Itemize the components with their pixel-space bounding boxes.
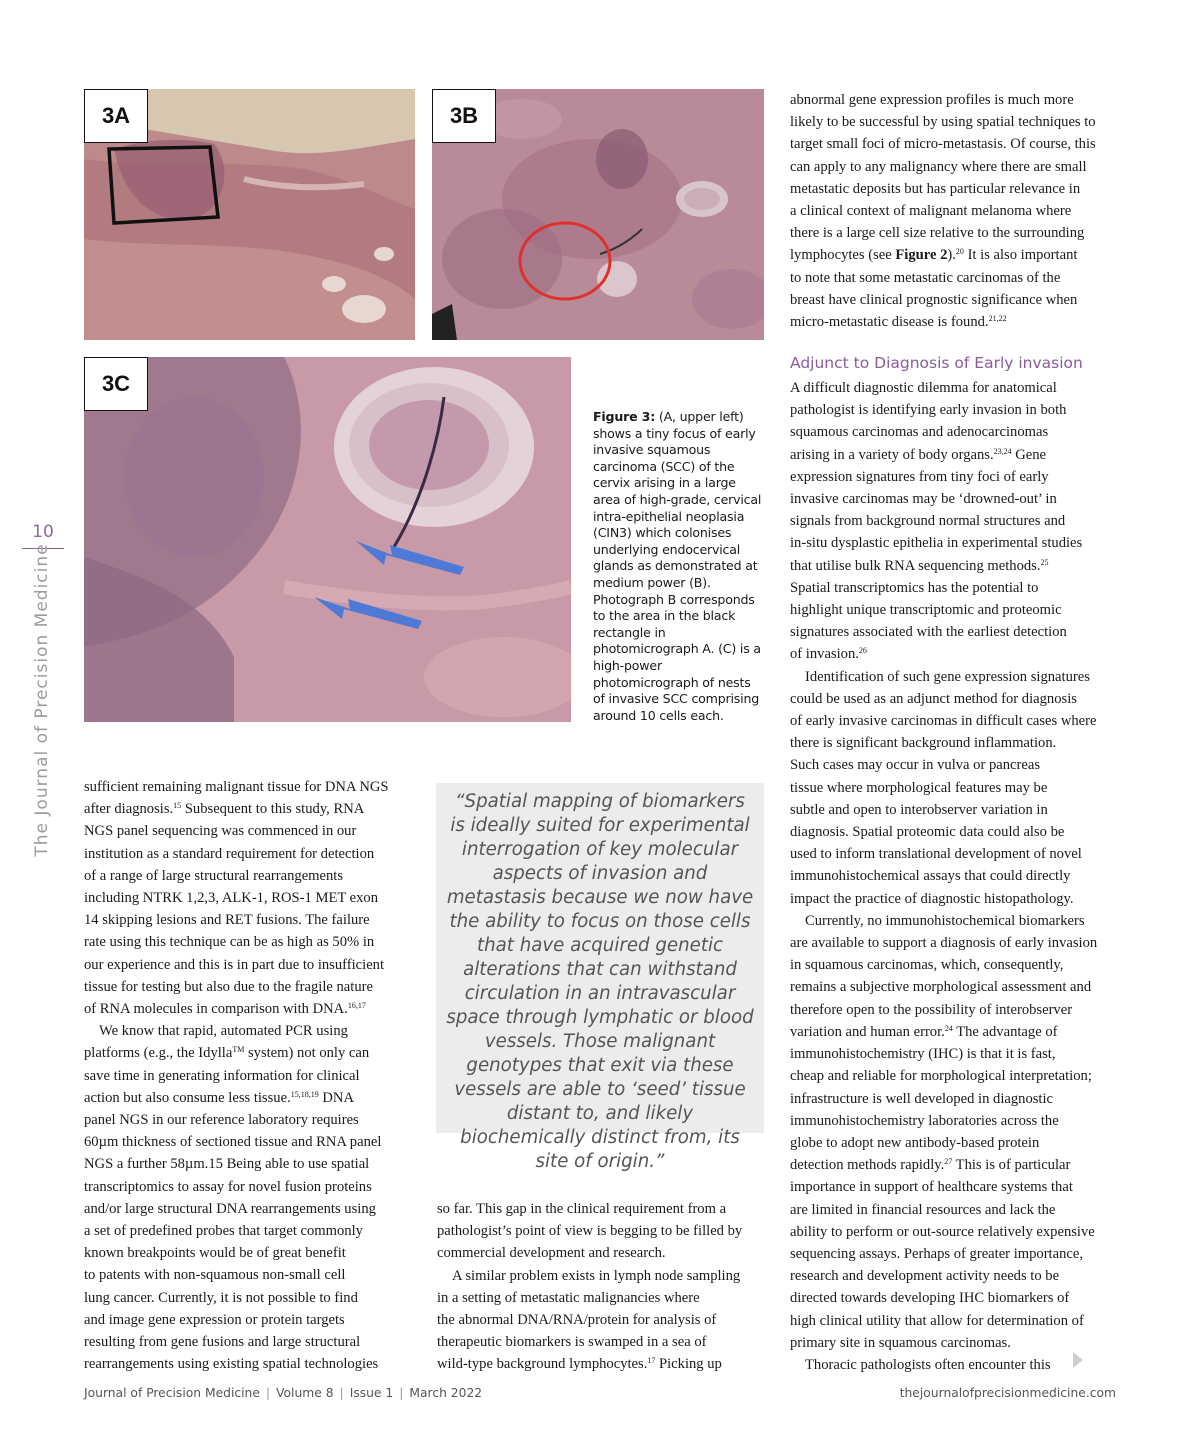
citation: 17 — [647, 1356, 656, 1366]
text-line: abnormal gene expression profiles is much more — [790, 92, 1074, 108]
text-fragment: of invasion. — [790, 646, 859, 663]
text-line: tissue where morphological features may be — [790, 779, 1048, 796]
text-line — [790, 1154, 1120, 1176]
text-line: are limited in financial resources and lack the — [790, 1201, 1056, 1218]
text-line: resulting from gene fusions and large structural — [84, 1334, 361, 1351]
text-line: breast have clinical prognostic significance when — [790, 291, 1078, 308]
text-fragment: of RNA molecules in comparison with DNA. — [84, 1001, 348, 1018]
right-column — [790, 377, 1120, 1376]
text-line: infrastructure is well developed in diagnostic — [790, 1090, 1054, 1107]
text-line: to note that some metastatic carcinomas of the — [790, 269, 1061, 286]
text-line: pathologist is identifying early invasion in both — [790, 402, 1067, 419]
figure-3a-label: 3A — [84, 89, 148, 143]
text-fragment: arising in a variety of body organs. — [790, 446, 994, 463]
text-fragment: The advantage of — [952, 1023, 1058, 1040]
text-line: A similar problem exists in lymph node sampling — [452, 1267, 741, 1284]
text-fragment: variation and human error. — [790, 1023, 945, 1040]
text-fragment: Subsequent to this study, RNA — [181, 801, 365, 818]
text-fragment: lymphocytes (see — [790, 247, 896, 264]
text-line: NGS panel sequencing was commenced in our — [84, 823, 357, 840]
text-line: therefore open to the possibility of interobserver — [790, 1001, 1073, 1018]
text-line: of early invasive carcinomas in difficult cases where — [790, 713, 1097, 730]
figure-reference: Figure 2 — [895, 247, 948, 264]
text-line: primary site in squamous carcinomas. — [790, 1334, 1011, 1351]
footer-issue: Issue 1 — [349, 1386, 394, 1400]
text-line: NGS a further 58µm.15 Being able to use spatial — [84, 1156, 370, 1173]
middle-column — [437, 1198, 767, 1376]
text-line: immunohistochemical assays that could directly — [790, 868, 1071, 885]
text-line: research and development activity needs to be — [790, 1268, 1060, 1285]
footer-separator: | — [265, 1386, 271, 1400]
text-fragment: wild-type background lymphocytes. — [437, 1356, 648, 1373]
footer-journal: Journal of Precision Medicine — [84, 1386, 260, 1400]
citation: 25 — [1040, 557, 1049, 567]
text-line: sequencing assays. Perhaps of greater importance, — [790, 1245, 1083, 1262]
figure-caption-label: Figure 3: — [593, 409, 656, 424]
text-line — [790, 444, 1120, 466]
text-line: and image gene expression or protein targets — [84, 1311, 345, 1328]
text-line — [790, 311, 1120, 333]
text-line: Thoracic pathologists often encounter this — [805, 1356, 1051, 1373]
text-line: therapeutic biomarkers is swamped in a sea of — [437, 1334, 707, 1351]
text-line: signatures associated with the earliest detection — [790, 624, 1067, 641]
text-line — [84, 798, 414, 820]
footer-separator: | — [339, 1386, 344, 1400]
text-line: diagnosis. Spatial proteomic data could also be — [790, 824, 1065, 841]
text-line: importance in support of healthcare systems that — [790, 1179, 1073, 1196]
figure-caption — [593, 409, 763, 724]
text-line: tissue for testing but also due to the fragile nature — [84, 978, 373, 995]
footer-date: March 2022 — [409, 1386, 483, 1400]
text-line: Currently, no immunohistochemical biomarkers — [805, 912, 1085, 929]
text-line — [84, 1042, 414, 1064]
text-line — [790, 643, 1120, 665]
citation: 24 — [944, 1023, 953, 1033]
text-line: remains a subjective morphological assessment and — [790, 979, 1092, 996]
page-number: 10 — [32, 522, 54, 542]
text-line: subtle and open to interobserver variation in — [790, 801, 1048, 818]
text-line: impact the practice of diagnostic histopathology. — [790, 890, 1074, 907]
text-line: Spatial transcriptomics has the potential to — [790, 579, 1039, 596]
text-line — [790, 555, 1120, 577]
footer-volume: Volume 8 — [276, 1386, 334, 1400]
text-line: save time in generating information for clinical — [84, 1067, 360, 1084]
text-line — [437, 1353, 767, 1375]
text-fragment: action but also consume less tissue. — [84, 1089, 291, 1106]
text-line: sufficient remaining malignant tissue for DNA NGS — [84, 779, 389, 795]
text-line: immunohistochemistry (IHC) is that it is fast, — [790, 1046, 1056, 1063]
text-line: to patents with non-squamous non-small cell — [84, 1267, 346, 1284]
citation: 23,24 — [993, 446, 1012, 456]
citation: 20 — [955, 247, 964, 257]
journal-vertical-title: The Journal of Precision Medicine — [32, 543, 52, 857]
text-line: commercial development and research. — [437, 1245, 666, 1262]
text-fragment: platforms (e.g., the Idylla — [84, 1045, 233, 1062]
text-line: there is a large cell size relative to the surrounding — [790, 225, 1085, 242]
text-fragment: DNA — [318, 1089, 354, 1106]
text-fragment: micro-metastatic disease is found. — [790, 314, 989, 331]
text-line: there is significant background inflammation. — [790, 735, 1057, 752]
figure-3c-image — [84, 357, 571, 722]
citation: 16,17 — [347, 1001, 366, 1011]
text-line: highlight unique transcriptomic and proteomic — [790, 602, 1062, 619]
footer-website[interactable]: thejournalofprecisionmedicine.com — [899, 1386, 1116, 1400]
text-line: lung cancer. Currently, it is not possible to find — [84, 1289, 358, 1306]
text-line: rearrangements using existing spatial technologies — [84, 1356, 379, 1373]
left-column — [84, 776, 414, 1375]
figure-3b-micrograph — [432, 89, 764, 340]
figure-caption-text: (A, upper left) shows a tiny focus of early invasive squamous carcinoma (SCC) of the cervix arising in a large area of high-grade, cervical intra-epithelial neoplasia (CIN3) which colonises underlying endocervical glands as demonstrated at medium power (B). Photograph B corresponds to the area in the black rectangle in photomicrograph A. (C) is a high-power photomicrograph of nests of invasive SCC comprising around 10 cells each. — [593, 409, 762, 723]
text-line: used to inform translational development of novel — [790, 846, 1082, 863]
text-line: 14 skipping lesions and RET fusions. The failure — [84, 912, 370, 929]
citation: 15,18,19 — [290, 1089, 319, 1099]
citation: 27 — [944, 1157, 953, 1167]
pull-quote-box — [436, 783, 764, 1172]
text-fragment: that utilise bulk RNA sequencing methods. — [790, 557, 1041, 574]
text-line: the abnormal DNA/RNA/protein for analysis of — [437, 1312, 717, 1329]
text-line: expression signatures from tiny foci of early — [790, 468, 1049, 485]
text-fragment: ). — [947, 247, 956, 264]
text-line: metastatic deposits but has particular relevance in — [790, 180, 1081, 197]
continue-arrow-icon — [1073, 1352, 1083, 1368]
text-fragment: Picking up — [655, 1356, 722, 1373]
text-line: in a setting of metastatic malignancies where — [437, 1289, 700, 1306]
text-line: and/or large structural DNA rearrangements using — [84, 1200, 376, 1217]
right-column-top — [790, 89, 1120, 333]
text-fragment: It is also important — [963, 247, 1078, 264]
text-line: including NTRK 1,2,3, ALK-1, ROS-1 MET exon — [84, 890, 379, 907]
text-line: so far. This gap in the clinical requirement from a — [437, 1201, 727, 1217]
text-line: in squamous carcinomas, which, consequently, — [790, 957, 1064, 974]
text-line — [790, 1021, 1120, 1043]
text-line: cheap and reliable for morphological interpretation; — [790, 1068, 1092, 1085]
text-line: 60µm thickness of sectioned tissue and RNA panel — [84, 1134, 382, 1151]
text-line: rate using this technique can be as high as 50% in — [84, 934, 375, 951]
footer-citation — [84, 1386, 482, 1400]
text-line: likely to be successful by using spatial techniques to — [790, 114, 1096, 131]
text-line: a clinical context of malignant melanoma where — [790, 203, 1072, 220]
text-line: can apply to any malignancy where there are small — [790, 158, 1087, 175]
text-line: a set of predefined probes that target commonly — [84, 1223, 363, 1240]
text-line: squamous carcinomas and adenocarcinomas — [790, 424, 1049, 441]
footer-separator: | — [399, 1386, 404, 1400]
text-line: transcriptomics to assay for novel fusion proteins — [84, 1178, 372, 1195]
text-line: of a range of large structural rearrangements — [84, 867, 344, 884]
text-line: known breakpoints would be of great benefit — [84, 1245, 346, 1262]
text-line: are available to support a diagnosis of early invasion — [790, 935, 1098, 952]
text-line: directed towards developing IHC biomarkers of — [790, 1290, 1070, 1307]
text-line: in-situ dysplastic epithelia in experimental studies — [790, 535, 1083, 552]
citation: 15 — [173, 801, 182, 811]
text-fragment: system) not only can — [244, 1045, 370, 1062]
figure-3c-label: 3C — [84, 357, 148, 411]
text-fragment: This is of particular — [952, 1157, 1071, 1174]
trademark: TM — [232, 1045, 245, 1055]
text-line: ability to perform or out-source relatively expensive — [790, 1223, 1095, 1240]
text-fragment: detection methods rapidly. — [790, 1157, 945, 1174]
text-fragment: after diagnosis. — [84, 801, 174, 818]
figure-3a-micrograph — [84, 89, 415, 340]
citation: 26 — [858, 646, 867, 656]
text-line: signals from background normal structures and — [790, 513, 1066, 530]
text-line: high clinical utility that allow for determination of — [790, 1312, 1084, 1329]
text-line: Such cases may occur in vulva or pancreas — [790, 757, 1041, 774]
text-line: our experience and this is in part due to insufficient — [84, 956, 385, 973]
text-line — [84, 998, 414, 1020]
text-line: pathologist’s point of view is begging to be filled by — [437, 1223, 743, 1240]
section-heading: Adjunct to Diagnosis of Early invasion — [790, 354, 1083, 372]
figure-3c-micrograph — [84, 357, 571, 722]
text-line: panel NGS in our reference laboratory requires — [84, 1112, 359, 1129]
text-line: Identification of such gene expression signatures — [805, 668, 1090, 685]
text-line: globe to adopt new antibody-based protein — [790, 1134, 1040, 1151]
text-fragment: Gene — [1011, 446, 1047, 463]
citation: 21,22 — [988, 314, 1007, 324]
text-line — [84, 1087, 414, 1109]
text-line: institution as a standard requirement for detection — [84, 845, 375, 862]
text-line: target small foci of micro-metastasis. Of course, this — [790, 136, 1096, 153]
text-line: could be used as an adjunct method for diagnosis — [790, 690, 1077, 707]
text-line — [790, 244, 1120, 266]
figure-3b-label: 3B — [432, 89, 496, 143]
text-line: immunohistochemistry laboratories across the — [790, 1112, 1059, 1129]
pull-quote-text: “Spatial mapping of biomarkers is ideally suited for experimental interrogation of key molecular aspects of invasion and metastasis because we now have the ability to focus on those cells that have acquired genetic alterations that can withstand circulation in an intravascular space through lymphatic or blood vessels. Those malignant genotypes that exit via these vessels are able to ‘seed’ tissue distant to, and likely biochemically distinct from, its site of origin.” — [446, 791, 754, 1172]
text-line: We know that rapid, automated PCR using — [99, 1023, 348, 1040]
text-line: invasive carcinomas may be ‘drowned-out’ in — [790, 491, 1057, 508]
text-line: A difficult diagnostic dilemma for anatomical — [790, 380, 1057, 396]
